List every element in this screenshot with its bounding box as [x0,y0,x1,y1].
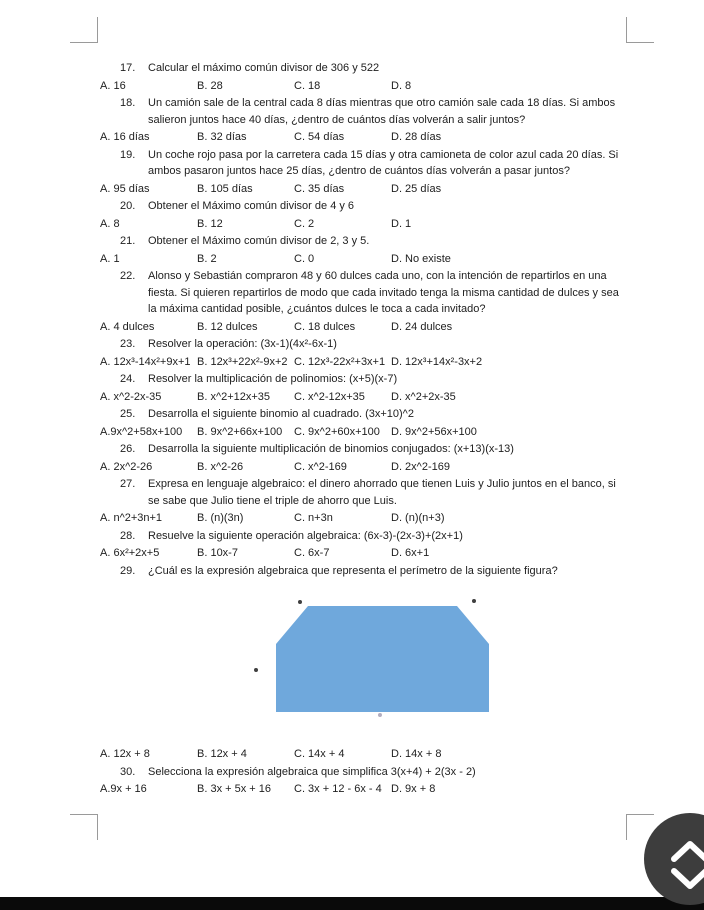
question-number: 30. [120,765,136,778]
answer-option: B. 32 días [197,131,247,143]
answer-option: B. 12x³+22x²-9x+2 [197,355,288,368]
question-text: Obtener el Máximo común divisor de 4 y 6 [148,200,355,212]
question-block [100,336,622,370]
answer-option: A. 12x + 8 [100,748,150,760]
question-block [100,95,622,146]
answer-option: D. 6x+1 [391,547,430,559]
question-number: 29. [120,564,136,577]
answer-option: D. 12x³+14x²-3x+2 [391,355,483,368]
answer-option: B. 10x-7 [197,547,238,559]
question-options [100,353,622,371]
question-options [100,215,622,233]
answer-option: A. 16 días [100,131,150,143]
answer-option: C. 35 días [294,182,345,195]
answer-option: B. 12 [197,217,223,230]
crop-mark-bottom-left [70,814,98,840]
answer-option: B. 12 dulces [197,320,258,333]
answer-option: D. 14x + 8 [391,748,442,760]
question-text: Desarrolla la siguiente multiplicación de binomios conjugados: (x+13)(x-13) [148,443,514,455]
answer-option: C. x^2-12x+35 [294,390,365,403]
answer-option: D. 1 [391,217,412,230]
answer-option: C. 6x-7 [294,547,330,559]
answer-option: B. 2 [197,252,217,265]
answer-option: D. 2x^2-169 [391,460,450,473]
question-options [100,509,622,527]
answer-option: C. 14x + 4 [294,748,345,760]
answer-option: C. 2 [294,217,315,230]
question-block [100,60,622,94]
answer-option: A. 16 [100,79,126,92]
answer-option: B. x^2-26 [197,460,244,473]
question-text: Selecciona la expresión algebraica que simplifica 3(x+4) + 2(3x - 2) [148,765,476,778]
crop-mark-top-right [626,17,654,43]
question-block [100,563,622,763]
answer-option: B. (n)(3n) [197,512,244,524]
crop-mark-top-left [70,17,98,43]
question-number: 24. [120,373,136,385]
question-block [100,268,622,335]
question-number: 18. [120,97,136,109]
answer-option: A. x^2-2x-35 [100,390,162,403]
answer-option: C. 54 días [294,131,345,143]
vertex-dot [472,599,476,603]
answer-option: D. (n)(n+3) [391,512,445,524]
answer-option: A. 1 [100,252,120,265]
answer-option: C. 0 [294,252,315,265]
question-number: 27. [120,478,136,490]
answer-option: C. x^2-169 [294,460,347,473]
question-text: Desarrolla el siguiente binomio al cuadrado. (3x+10)^2 [148,408,414,420]
question-block [100,764,622,798]
question-text: Resolver la multiplicación de polinomios: (x+5)(x-7) [148,373,398,385]
question-number: 21. [120,235,136,247]
question-text: Obtener el Máximo común divisor de 2, 3 y 5. [148,235,370,247]
question-options [100,128,622,146]
answer-option: A.9x^2+58x+100 [100,425,183,438]
question-options [100,318,622,336]
answer-option: C. 9x^2+60x+100 [294,425,380,438]
answer-option: B. 12x + 4 [197,748,247,760]
question-options [100,544,622,562]
question-number: 28. [120,529,136,542]
question-block [100,233,622,267]
question-figure [276,606,489,712]
answer-option: D. 24 dulces [391,320,453,333]
answer-option: D. 9x^2+56x+100 [391,425,477,438]
answer-option: A. 6x²+2x+5 [100,547,160,559]
page-content [100,60,622,799]
question-text: Expresa en lenguaje algebraico: el dinero ahorrado que tienen Luis y Julio juntos en el banco, si se sabe que Julio tiene el triple de ahorro que Luis. [148,478,616,507]
vertex-dot [378,713,382,717]
answer-option: A. 8 [100,217,120,230]
question-text: ¿Cuál es la expresión algebraica que representa el perímetro de la siguiente figura? [148,564,558,577]
question-block [100,371,622,405]
answer-option: D. 8 [391,79,412,92]
answer-option: A. 2x^2-26 [100,460,153,473]
answer-option: A. 12x³-14x²+9x+1 [100,355,191,368]
answer-option: B. x^2+12x+35 [197,390,271,403]
question-block [100,476,622,527]
answer-option: D. 9x + 8 [391,783,436,795]
question-text: Resolver la operación: (3x-1)(4x²-6x-1) [148,338,337,350]
question-options [100,458,622,476]
answer-option: A. n^2+3n+1 [100,512,163,524]
question-options [100,780,622,798]
question-block [100,147,622,198]
chevron-down-icon[interactable] [674,871,704,886]
answer-option: C. 3x + 12 - 6x - 4 [294,783,382,795]
question-block [100,528,622,562]
question-text: Calcular el máximo común divisor de 306 y 522 [148,62,380,74]
answer-option: D. No existe [391,252,451,265]
answer-option: A. 4 dulces [100,320,155,333]
question-number: 26. [120,443,136,455]
answer-option: B. 105 días [197,182,253,195]
question-block [100,198,622,232]
vertex-dot [254,668,258,672]
question-text: Un coche rojo pasa por la carretera cada 15 días y otra camioneta de color azul cada 20 días. Si ambos pasaron juntos hace 25 días, ¿dentro de cuántos días volverán a pasar juntos? [148,148,619,177]
question-text: Alonso y Sebastián compraron 48 y 60 dulces cada uno, con la intención de repartirlos en una fiesta. Si quieren repartirlos de modo que cada invitado tenga la misma cantidad de dulces y sea la máxima cantidad posible, ¿cuántos dulces le toca a cada invitado? [148,270,619,315]
scroll-navigator[interactable] [644,813,704,905]
question-options [100,388,622,406]
answer-option: C. n+3n [294,512,333,524]
vertex-dot [298,600,302,604]
question-number: 19. [120,148,136,161]
trapezoid-shape [276,606,489,712]
question-number: 17. [120,62,136,74]
question-number: 23. [120,338,136,350]
question-number: 22. [120,270,136,282]
question-options [100,745,622,763]
question-block [100,441,622,475]
answer-option: C. 12x³-22x²+3x+1 [294,355,386,368]
answer-option: B. 3x + 5x + 16 [197,783,271,795]
answer-option: A.9x + 16 [100,783,147,795]
answer-option: B. 28 [197,79,223,92]
question-options [100,180,622,198]
chevron-up-icon[interactable] [674,844,704,859]
question-text: Un camión sale de la central cada 8 días mientras que otro camión sale cada 18 días. Si ambos salieron juntos hace 40 días, ¿dentro de cuántos días volverán a salir juntos? [148,97,616,126]
answer-option: C. 18 dulces [294,320,356,333]
viewport-bottom-bar [0,897,704,910]
question-number: 25. [120,408,136,420]
answer-option: D. x^2+2x-35 [391,390,456,403]
question-options [100,423,622,441]
question-block [100,406,622,440]
answer-option: A. 95 días [100,182,150,195]
answer-option: D. 28 días [391,131,442,143]
question-text: Resuelve la siguiente operación algebraica: (6x-3)-(2x-3)+(2x+1) [148,529,463,542]
answer-option: B. 9x^2+66x+100 [197,425,283,438]
answer-option: C. 18 [294,79,321,92]
answer-option: D. 25 días [391,182,442,195]
question-options [100,250,622,268]
question-number: 20. [120,200,136,212]
question-options [100,77,622,95]
